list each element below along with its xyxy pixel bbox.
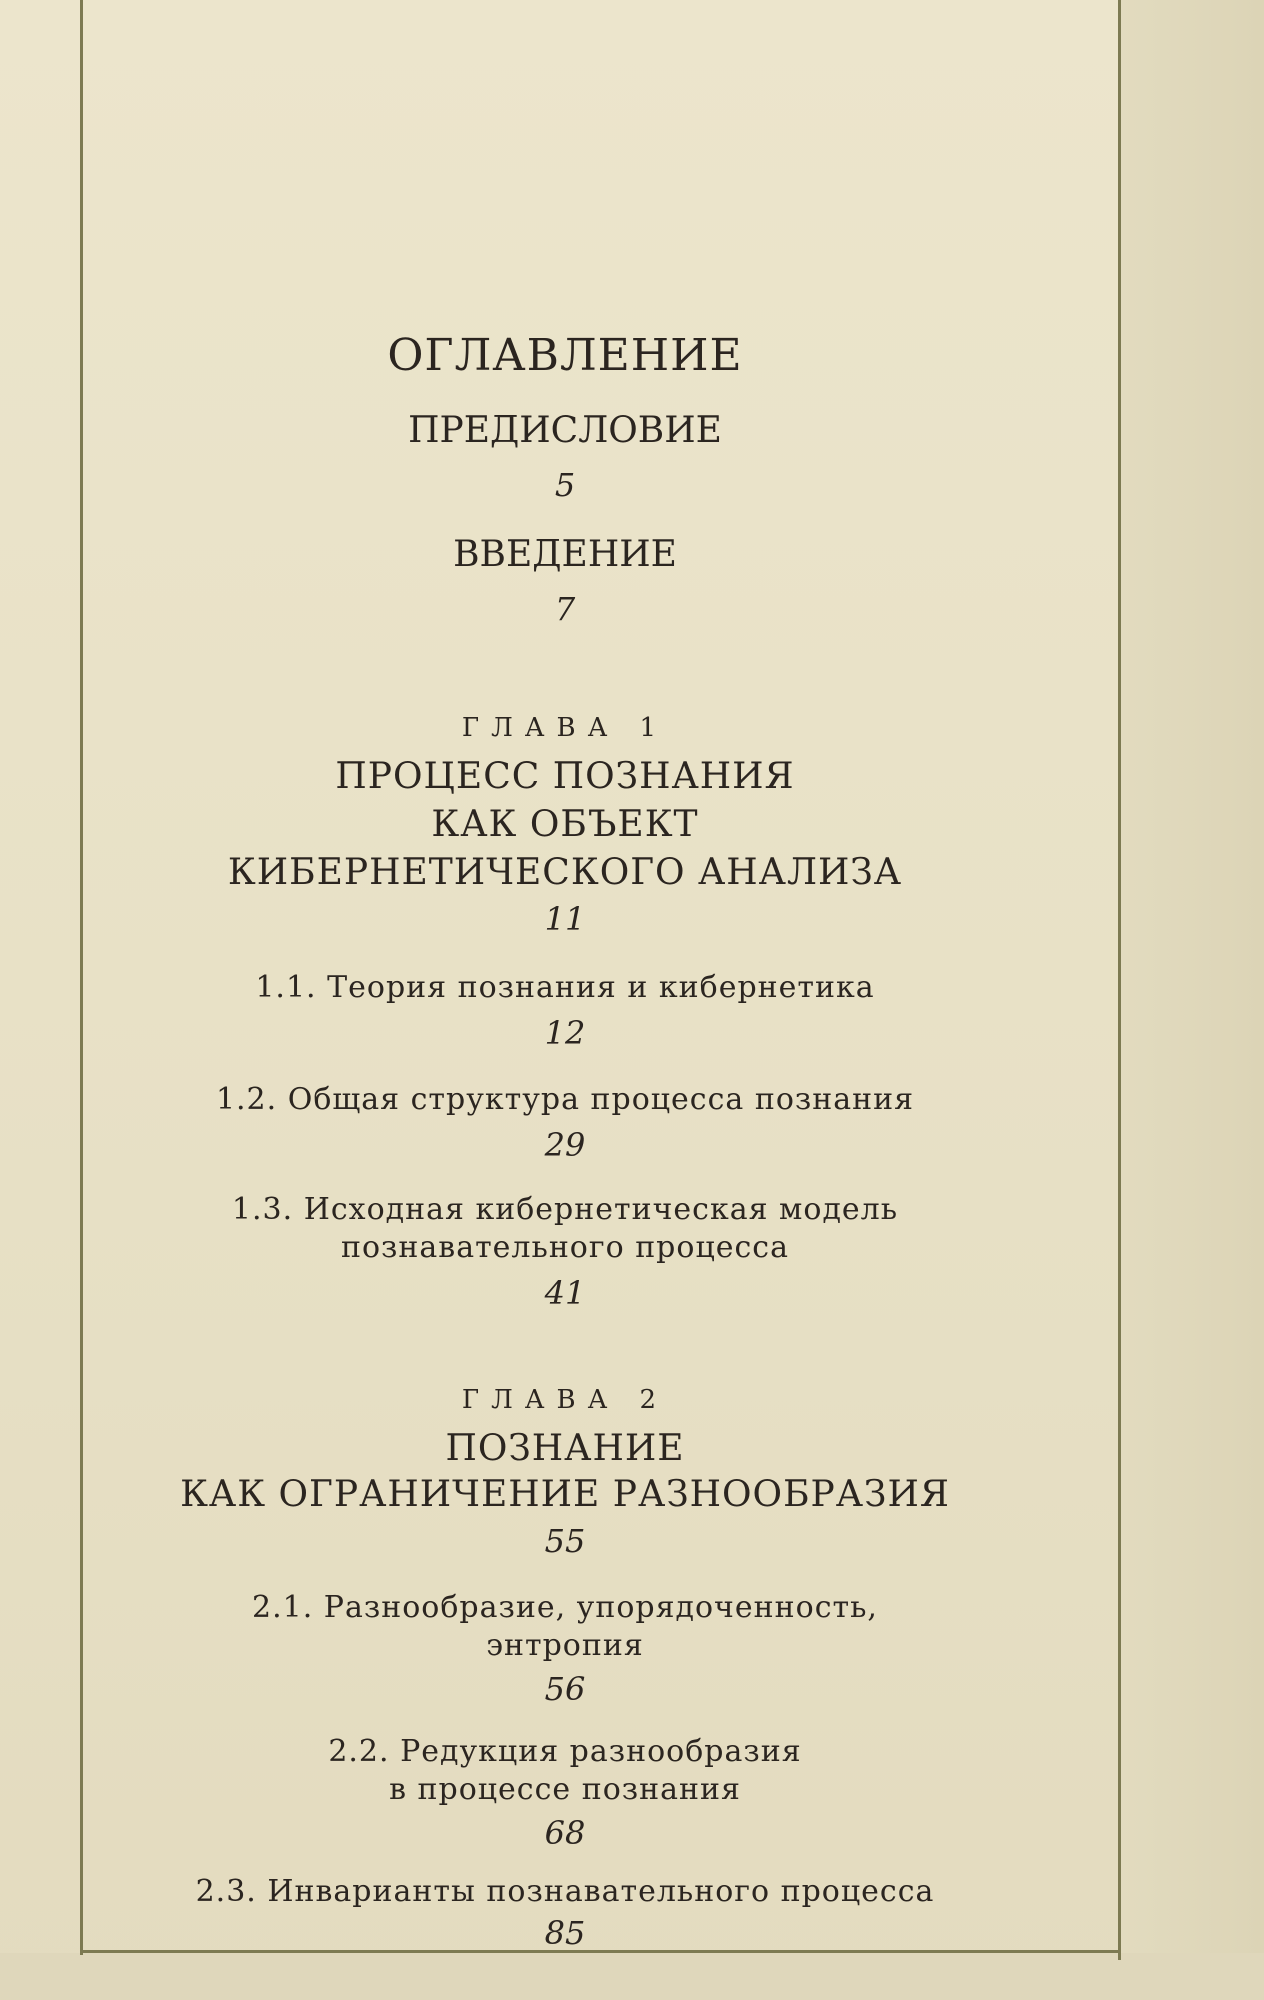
chapter-1-page: 11 [544,900,586,938]
section-2-2: 2.2. Редукция разнообразия [328,1734,802,1769]
section-1-2-page: 29 [544,1126,586,1164]
chapter-2-label: ГЛАВА 2 [461,1385,669,1415]
section-2-2-line-2: в процессе познания [389,1772,741,1807]
chapter-1-title-line: КАК ОБЪЕКТ [431,804,699,845]
chapter-2-page: 55 [544,1522,586,1560]
section-1-3: 1.3. Исходная кибернетическая модель [231,1192,899,1227]
page-edge [1121,0,1264,2000]
chapter-1-label: ГЛАВА 1 [461,713,669,743]
section-2-3-page: 85 [544,1914,586,1952]
section-1-1: 1.1. Теория познания и кибернетика [255,970,875,1005]
section-1-3-page: 41 [544,1274,586,1312]
preface-label: ПРЕДИСЛОВИЕ [408,410,722,451]
section-2-2-page: 68 [544,1814,586,1852]
chapter-1-title-line: ПРОЦЕСС ПОЗНАНИЯ [335,756,795,797]
preface-page: 5 [554,466,576,504]
section-1-3-line-2: познавательного процесса [341,1230,789,1265]
section-1-2: 1.2. Общая структура процесса познания [215,1082,915,1117]
introduction-page: 7 [554,590,576,628]
chapter-2-title-line: КАК ОГРАНИЧЕНИЕ РАЗНООБРАЗИЯ [180,1474,950,1515]
page-bottom-edge [0,1953,1264,2000]
toc-title: ОГЛАВЛЕНИЕ [387,330,743,381]
section-2-1-page: 56 [544,1670,586,1708]
section-2-3: 2.3. Инварианты познавательного процесса [195,1874,935,1909]
section-2-1-line-2: энтропия [486,1628,644,1663]
section-1-1-page: 12 [544,1014,586,1052]
chapter-1-title-line: КИБЕРНЕТИЧЕСКОГО АНАЛИЗА [227,852,903,893]
section-2-1: 2.1. Разнообразие, упорядоченность, [252,1590,878,1625]
introduction-label: ВВЕДЕНИЕ [453,534,677,575]
chapter-2-title-line: ПОЗНАНИЕ [445,1428,685,1469]
